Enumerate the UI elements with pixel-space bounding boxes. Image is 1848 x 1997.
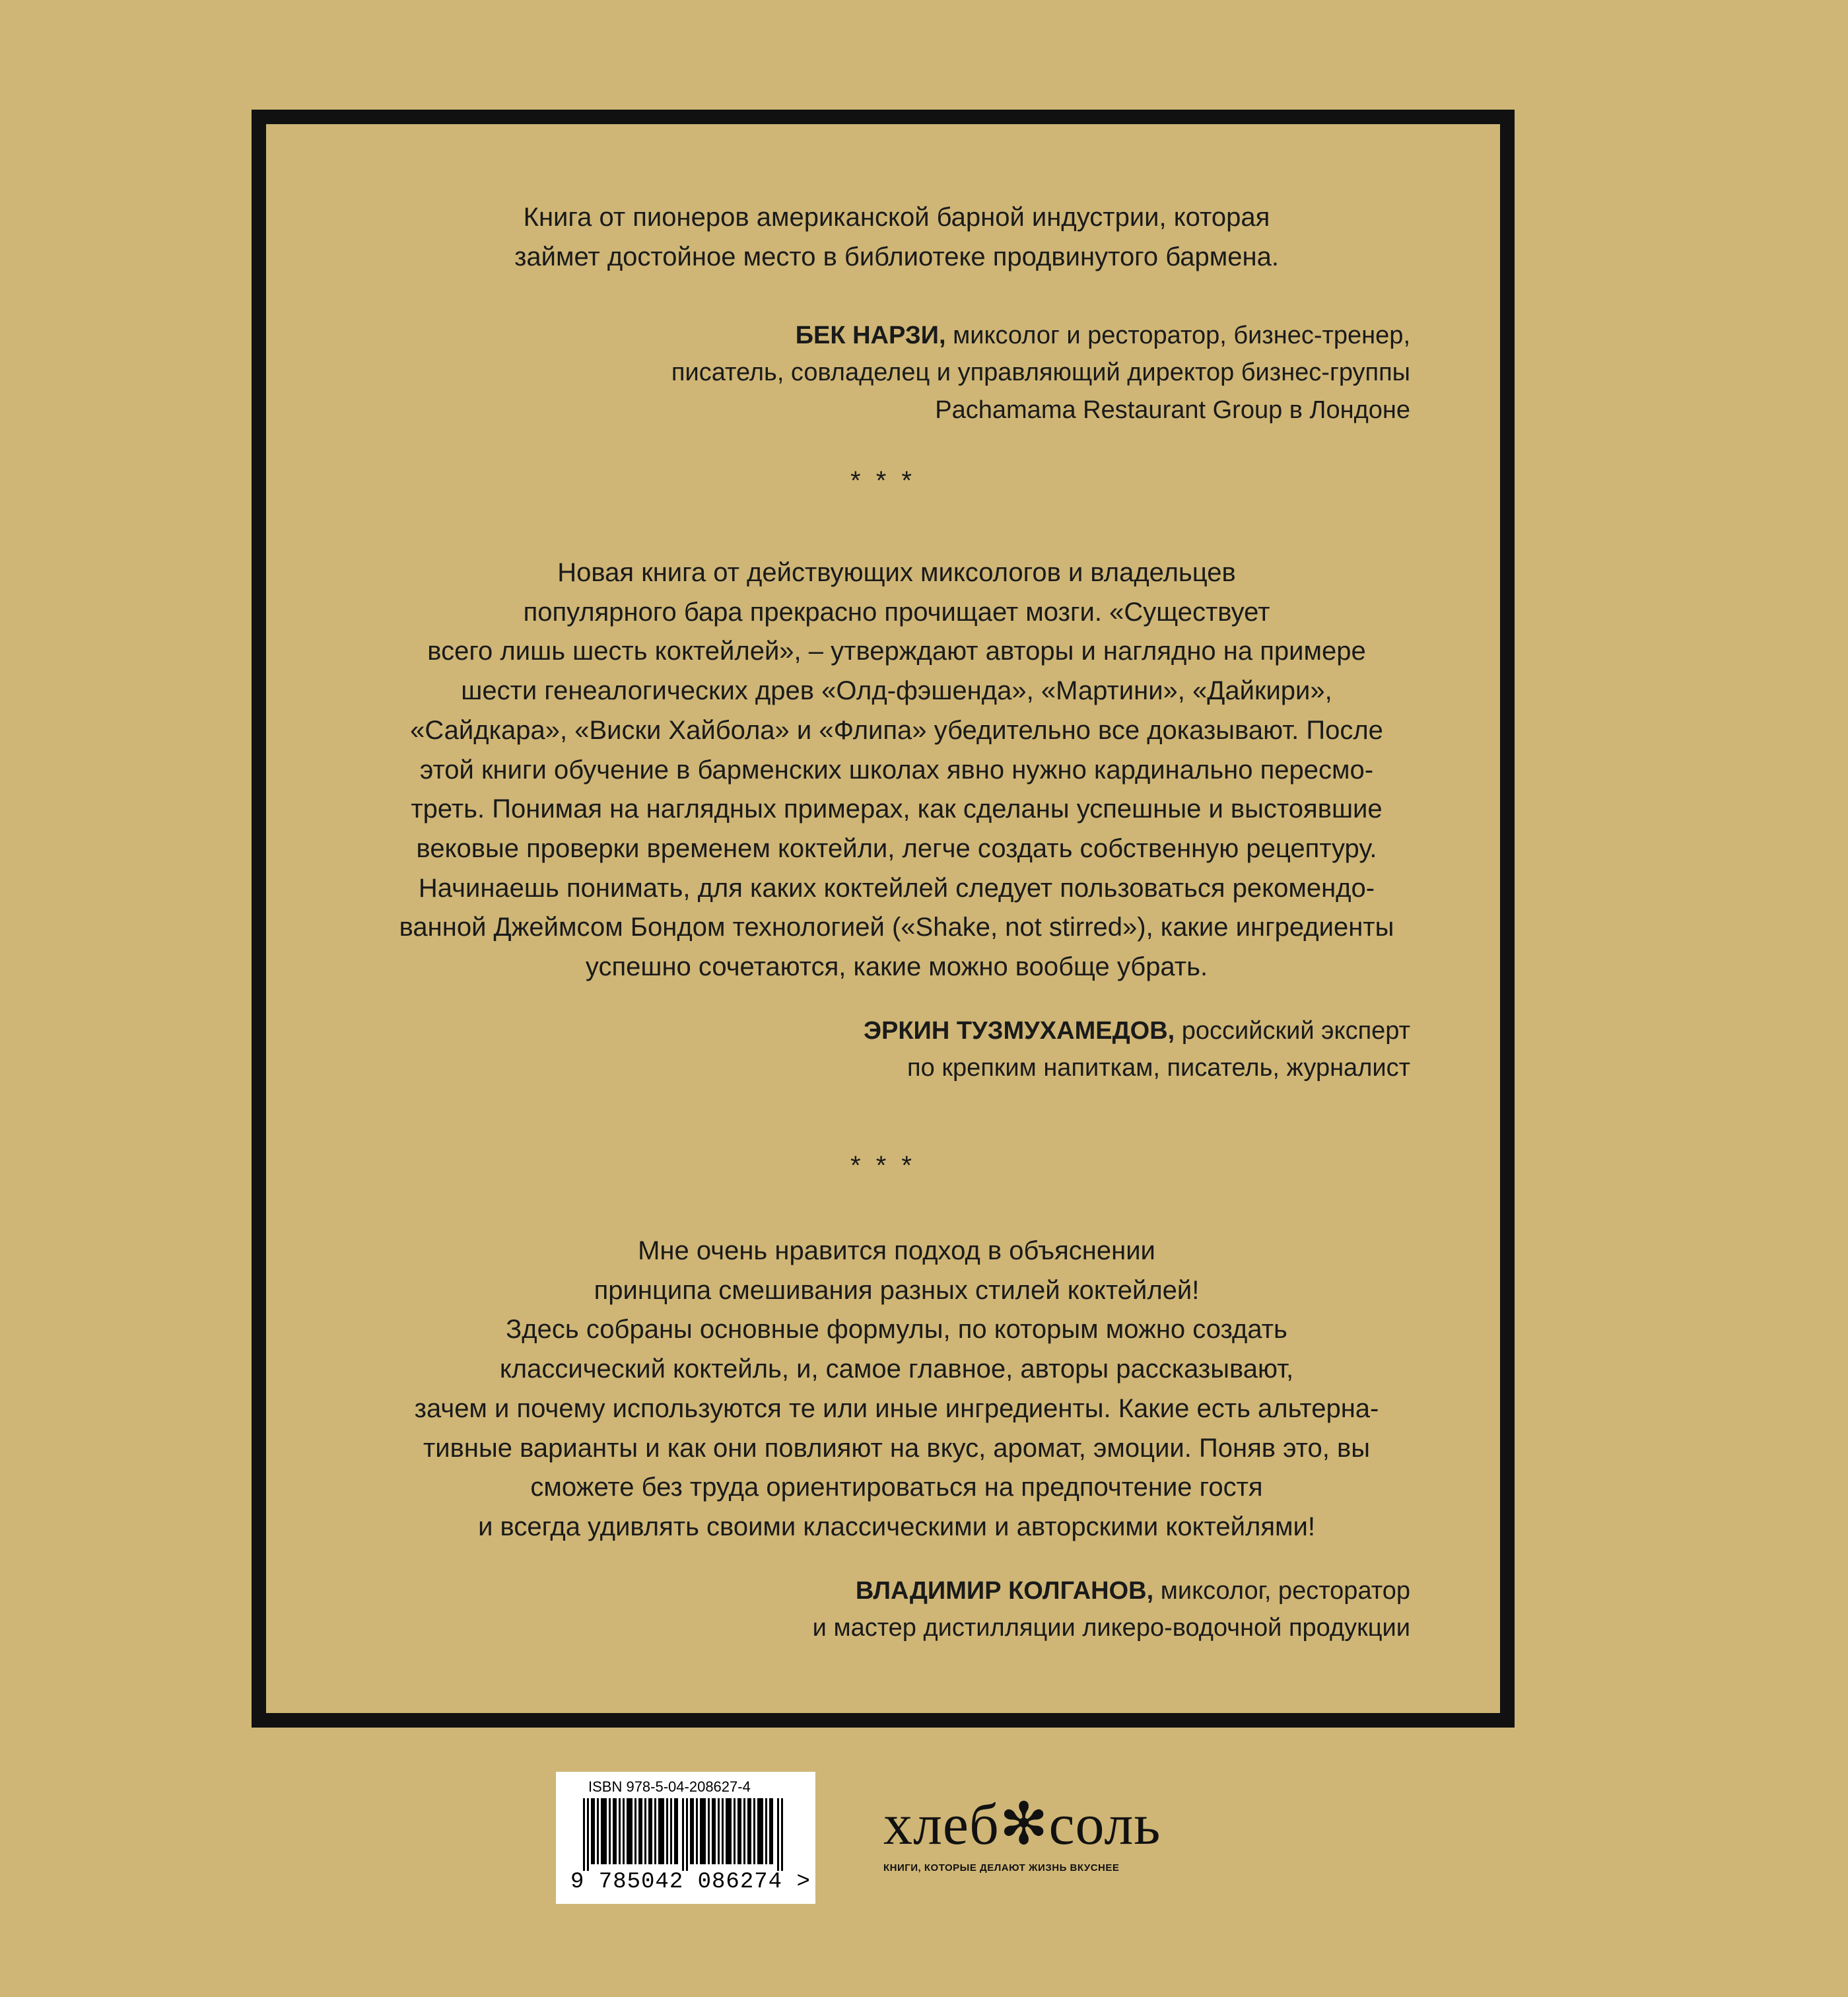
text-line: принципа смешивания разных стилей коктейлей!: [594, 1275, 1200, 1305]
publisher-tagline: КНИГИ, КОТОРЫЕ ДЕЛАЮТ ЖИЗНЬ ВКУСНЕЕ: [883, 1862, 1120, 1874]
text-line: всего лишь шесть коктейлей», – утверждают авторы и наглядно на примере: [427, 637, 1366, 666]
text-line: Здесь собраны основные формулы, по которым можно создать: [506, 1315, 1287, 1345]
review-1-author: БЕК НАРЗИ,: [795, 322, 946, 349]
text-line: успешно сочетаются, какие можно вообще убрать.: [585, 952, 1208, 982]
text-line: Мне очень нравится подход в объяснении: [638, 1236, 1155, 1265]
text-line: займет достойное место в библиотеке продвинутого бармена.: [514, 242, 1279, 271]
text-line: ванной Джеймсом Бондом технологией («Shake, not stirred»), какие ингредиенты: [399, 913, 1394, 942]
text-line: Начинаешь понимать, для каких коктейлей следует пользоваться рекомендо-: [418, 873, 1375, 903]
text-line: Новая книга от действующих миксологов и владельцев: [557, 558, 1236, 587]
review-3-author: ВЛАДИМИР КОЛГАНОВ,: [855, 1577, 1154, 1605]
text-line: популярного бара прекрасно прочищает мозги. «Существует: [523, 597, 1270, 627]
review-frame: [252, 110, 1515, 1728]
text-line: Книга от пионеров американской барной индустрии, которая: [523, 203, 1270, 232]
attr-line: по крепким напиткам, писатель, журналист: [907, 1054, 1410, 1082]
text-line: шести генеалогических древ «Олд-фэшенда», «Мартини», «Дайкири»,: [461, 676, 1332, 706]
barcode-icon: [583, 1798, 789, 1871]
text-line: этой книги обучение в барменских школах явно нужно кардинально пересмо-: [419, 755, 1374, 785]
attr-line: и мастер дистилляции ликеро-водочной продукции: [812, 1614, 1410, 1642]
text-line: вековые проверки временем коктейли, легче создать собственную рецептуру.: [416, 833, 1377, 863]
attr-line: миксолог, ресторатор: [1153, 1577, 1410, 1605]
review-2-author: ЭРКИН ТУЗМУХАМЕДОВ,: [863, 1017, 1175, 1045]
text-line: тивные варианты и как они повлияют на вкус, аромат, эмоции. Поняв это, вы: [423, 1433, 1370, 1463]
text-line: «Сайдкара», «Виски Хайбола» и «Флипа» убедительно все доказывают. После: [410, 715, 1383, 745]
separator: * * *: [850, 1151, 916, 1180]
text-line: классический коктейль, и, самое главное, авторы рассказывают,: [499, 1354, 1294, 1384]
isbn-barcode-box: [556, 1772, 815, 1904]
text-line: и всегда удивлять своими классическими и авторскими коктейлями!: [478, 1512, 1315, 1541]
review-2-text: [359, 553, 1435, 987]
review-3-text: [359, 1232, 1435, 1547]
isbn-label: ISBN 978-5-04-208627-4: [588, 1778, 751, 1795]
text-line: сможете без труда ориентироваться на предпочтение гостя: [530, 1473, 1263, 1502]
review-2-attribution: [486, 1012, 1410, 1087]
attr-line: писатель, совладелец и управляющий директор бизнес-группы: [671, 359, 1410, 387]
review-1-text: [359, 198, 1435, 277]
publisher-name: хлеб✻соль: [883, 1793, 1161, 1857]
text-line: треть. Понимая на наглядных примерах, как сделаны успешные и выстоявшие: [411, 794, 1383, 824]
attr-line: миксолог и ресторатор, бизнес-тренер,: [945, 322, 1410, 349]
attr-line: Pachamama Restaurant Group в Лондоне: [935, 396, 1410, 424]
isbn-digits: 9 785042 086274 >: [570, 1870, 811, 1895]
review-1-attribution: [486, 317, 1410, 429]
publisher-logo: [883, 1793, 1161, 1882]
text-line: зачем и почему используются те или иные ингредиенты. Какие есть альтерна-: [414, 1393, 1379, 1423]
separator: * * *: [850, 466, 916, 495]
review-3-attribution: [486, 1572, 1410, 1647]
attr-line: российский эксперт: [1175, 1017, 1410, 1045]
